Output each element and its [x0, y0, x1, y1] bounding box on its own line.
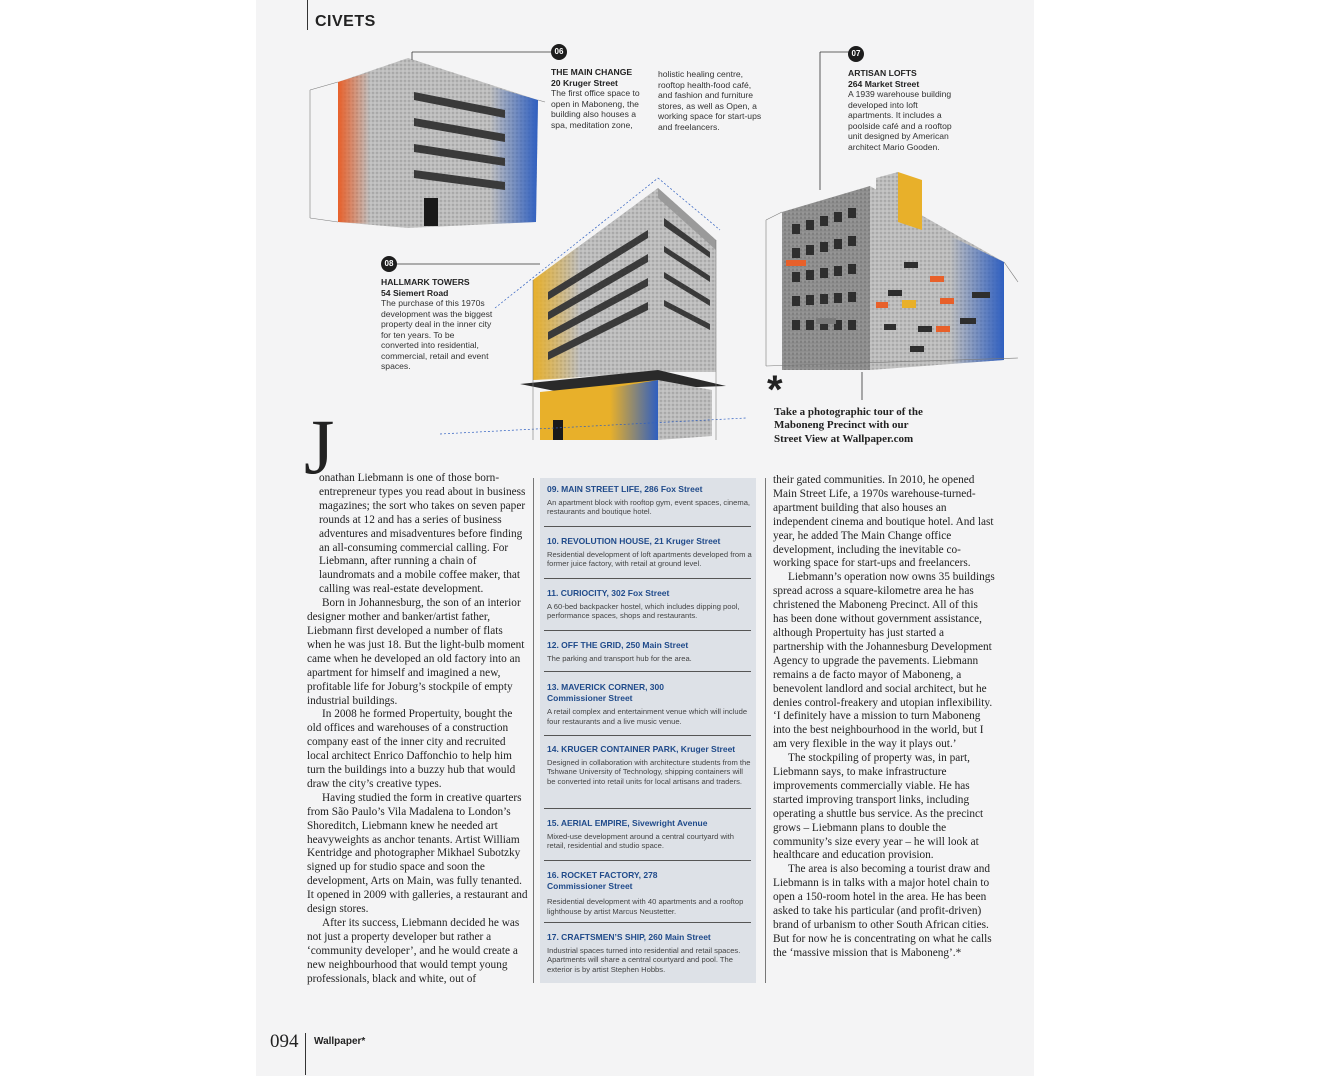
list-item — [547, 682, 697, 703]
footer-rule — [305, 1033, 306, 1075]
list-item-title: 12. OFF THE GRID, 250 Main Street — [547, 640, 689, 650]
divider — [544, 630, 751, 631]
paragraph: The stockpiling of property was, in part, Liebmann says, to make infrastructure improvements commercially viable. He has started improving transport links, including operating a shuttle bus service. As the precinct grows – Liebmann plans to double the community’s size every year – he will look at healthcare and education provision. — [773, 752, 984, 862]
divider — [544, 671, 751, 672]
list-item — [547, 536, 752, 569]
caption-hallmark-towers — [381, 277, 493, 372]
brand-logo: Wallpaper* — [314, 1036, 366, 1047]
building-name: ARTISAN LOFTS — [848, 68, 917, 78]
section-title: CIVETS — [315, 13, 376, 30]
divider — [544, 526, 751, 527]
building-address: 20 Kruger Street — [551, 77, 618, 88]
list-item-title: 13. MAVERICK CORNER, 300 Commissioner Street — [547, 682, 664, 703]
list-item-description: Industrial spaces turned into residential and retail spaces. Apartments will share a central courtyard and pool. The exterior is by artist Stephen Hobbs. — [547, 945, 741, 974]
list-item-description: A 60-bed backpacker hostel, which includes dipping pool, performance spaces, shops and restaurants. — [547, 601, 740, 621]
paragraph: In 2008 he formed Propertuity, bought the old offices and warehouses of a construction company east of the inner city and recruited local architect Enrico Daffonchio to help him turn the buildings into a buzzy hub that would draw the city’s creative types. — [307, 708, 516, 790]
building-description: A 1939 warehouse building developed into loft apartments. It includes a poolside café and a rooftop unit designed by American architect Mario Gooden. — [848, 89, 952, 152]
list-item — [547, 588, 752, 621]
building-number-badge: 06 — [551, 44, 567, 60]
caption-main-change-cont — [658, 69, 766, 132]
list-item-description: The parking and transport hub for the area. — [547, 653, 692, 663]
building-name: THE MAIN CHANGE — [551, 67, 633, 77]
building-description: The purchase of this 1970s development was the biggest property deal in the inner city for ten years. To be converted into residential, commercial, retail and event spaces. — [381, 298, 493, 371]
article-column-1 — [307, 472, 529, 987]
paragraph: Born in Johannesburg, the son of an interior designer mother and banker/artist father, Liebmann first developed a number of flats when he was just 18. But the light-bulb moment came when he developed an old factory into an apartment for himself and imagined a new, profitable life for Joburg’s stockpile of empty industrial buildings. — [307, 597, 525, 707]
list-item-description: A retail complex and entertainment venue which will include four restaurants and a live music venue. — [547, 707, 748, 726]
list-item-title: 11. CURIOCITY, 302 Fox Street — [547, 588, 670, 598]
page-number: 094 — [270, 1031, 299, 1052]
list-item — [547, 818, 752, 851]
building-address: 54 Siemert Road — [381, 287, 449, 298]
divider — [544, 735, 751, 736]
list-item — [547, 870, 697, 891]
caption-main-change — [551, 67, 651, 130]
list-item-description: Mixed-use development around a central courtyard with retail, residential and studio space. — [547, 831, 734, 851]
caption-artisan-lofts — [848, 68, 952, 152]
building-description-cont: holistic healing centre, rooftop health-food café, and fashion and furniture stores, as well as Open, a working space for start-ups and freelancers. — [658, 69, 762, 132]
drop-cap: J — [304, 403, 335, 490]
list-item-title: 14. KRUGER CONTAINER PARK, Kruger Street — [547, 744, 736, 754]
list-item-description: Residential development of loft apartments developed from a former juice factory, with retail at ground level. — [547, 549, 752, 569]
list-item-body — [547, 704, 752, 726]
list-item-title: 09. MAIN STREET LIFE, 286 Fox Street — [547, 484, 703, 494]
building-number-badge: 07 — [848, 46, 864, 62]
divider — [544, 578, 751, 579]
divider — [544, 808, 751, 809]
list-item-title: 17. CRAFTSMEN’S SHIP, 260 Main Street — [547, 932, 711, 942]
promo-link-text[interactable]: Take a photographic tour of the Maboneng Precinct with our Street View at Wallpaper.com — [774, 406, 923, 445]
paragraph: their gated communities. In 2010, he opened Main Street Life, a 1970s warehouse-turned-apartment building that also houses an independent cinema and boutique hotel. And last year, he added The Main Change office development, including the inevitable co-working space for start-ups and freelancers. — [773, 474, 994, 570]
building-description: The first office space to open in Maboneng, the building also houses a spa, meditation zone, — [551, 88, 640, 130]
list-item — [547, 484, 752, 517]
column-divider — [533, 478, 534, 983]
list-item-title: 15. AERIAL EMPIRE, Sivewright Avenue — [547, 818, 708, 828]
list-item — [547, 640, 752, 663]
list-item-title: 10. REVOLUTION HOUSE, 21 Kruger Street — [547, 536, 721, 546]
list-item-body — [547, 894, 752, 916]
building-number-badge: 08 — [381, 256, 397, 272]
paragraph: The area is also becoming a tourist draw and Liebmann is in talks with a major hotel chain to open a 150-room hotel in the area. He has been asked to take his particular (and profit-driven) brand of urbanism to other South African cities. But for now he is concentrating on what he calls the ‘massive mission that is Maboneng’.* — [773, 863, 992, 959]
article-column-3 — [773, 474, 995, 961]
building-main-change — [310, 52, 552, 228]
divider — [544, 860, 751, 861]
list-item-description: An apartment block with rooftop gym, event spaces, cinema, restaurants and boutique hotel. — [547, 497, 751, 517]
divider — [544, 922, 751, 923]
list-item-description: Residential development with 40 apartments and a rooftop lighthouse by artist Marcus Neustetter. — [547, 897, 744, 916]
building-address: 264 Market Street — [848, 78, 920, 89]
building-name: HALLMARK TOWERS — [381, 277, 470, 287]
asterisk-icon: * — [767, 368, 783, 412]
list-item — [547, 744, 752, 786]
paragraph: Having studied the form in creative quarters from São Paulo’s Vila Madalena to London’s Shoreditch, Liebmann knew he needed art heavyweights as anchor tenants. Artist William Kentridge and photographer Mikhael Subotzky signed up for studio space and soon the development, Arts on Main, was fully tenanted. It opened in 2009 with galleries, a restaurant and design stores. — [307, 791, 528, 916]
paragraph: Liebmann’s operation now owns 35 buildings spread across a square-kilometre area he has christened the Maboneng Precinct. All of this has been done without government assistance, although Propertuity has just started a partnership with the Johannesburg Development Agency to upgrade the pavements. Liebmann remains a de facto mayor of Maboneng, a benevolent landlord and social architect, but he denies control-freakery and utopian inflexibility. ‘I definitely have a mission to turn Maboneng into the best neighbourhood in the world, but I am very flexible in the way it plays out.’ — [773, 571, 995, 751]
column-divider — [765, 478, 766, 983]
list-item-title: 16. ROCKET FACTORY, 278 Commissioner Street — [547, 870, 658, 891]
paragraph: After its success, Liebmann decided he was not just a property developer but rather a ‘community developer’, and he would create a new neighbourhood that would tempt young professionals, black and white, out of — [307, 917, 520, 985]
list-item-description: Designed in collaboration with architecture students from the Tshwane University of Technology, shipping containers will be converted into retail units for local artisans and traders. — [547, 757, 751, 786]
paragraph: onathan Liebmann is one of those born-entrepreneur types you read about in business magazines; the sort who takes on seven paper rounds at 12 and has a series of business adventures and misadventures before finding an all-consuming commercial calling. For Liebmann, after running a chain of laundromats and a mobile coffee maker, that calling was real-estate development. — [319, 472, 526, 596]
list-item — [547, 932, 752, 974]
